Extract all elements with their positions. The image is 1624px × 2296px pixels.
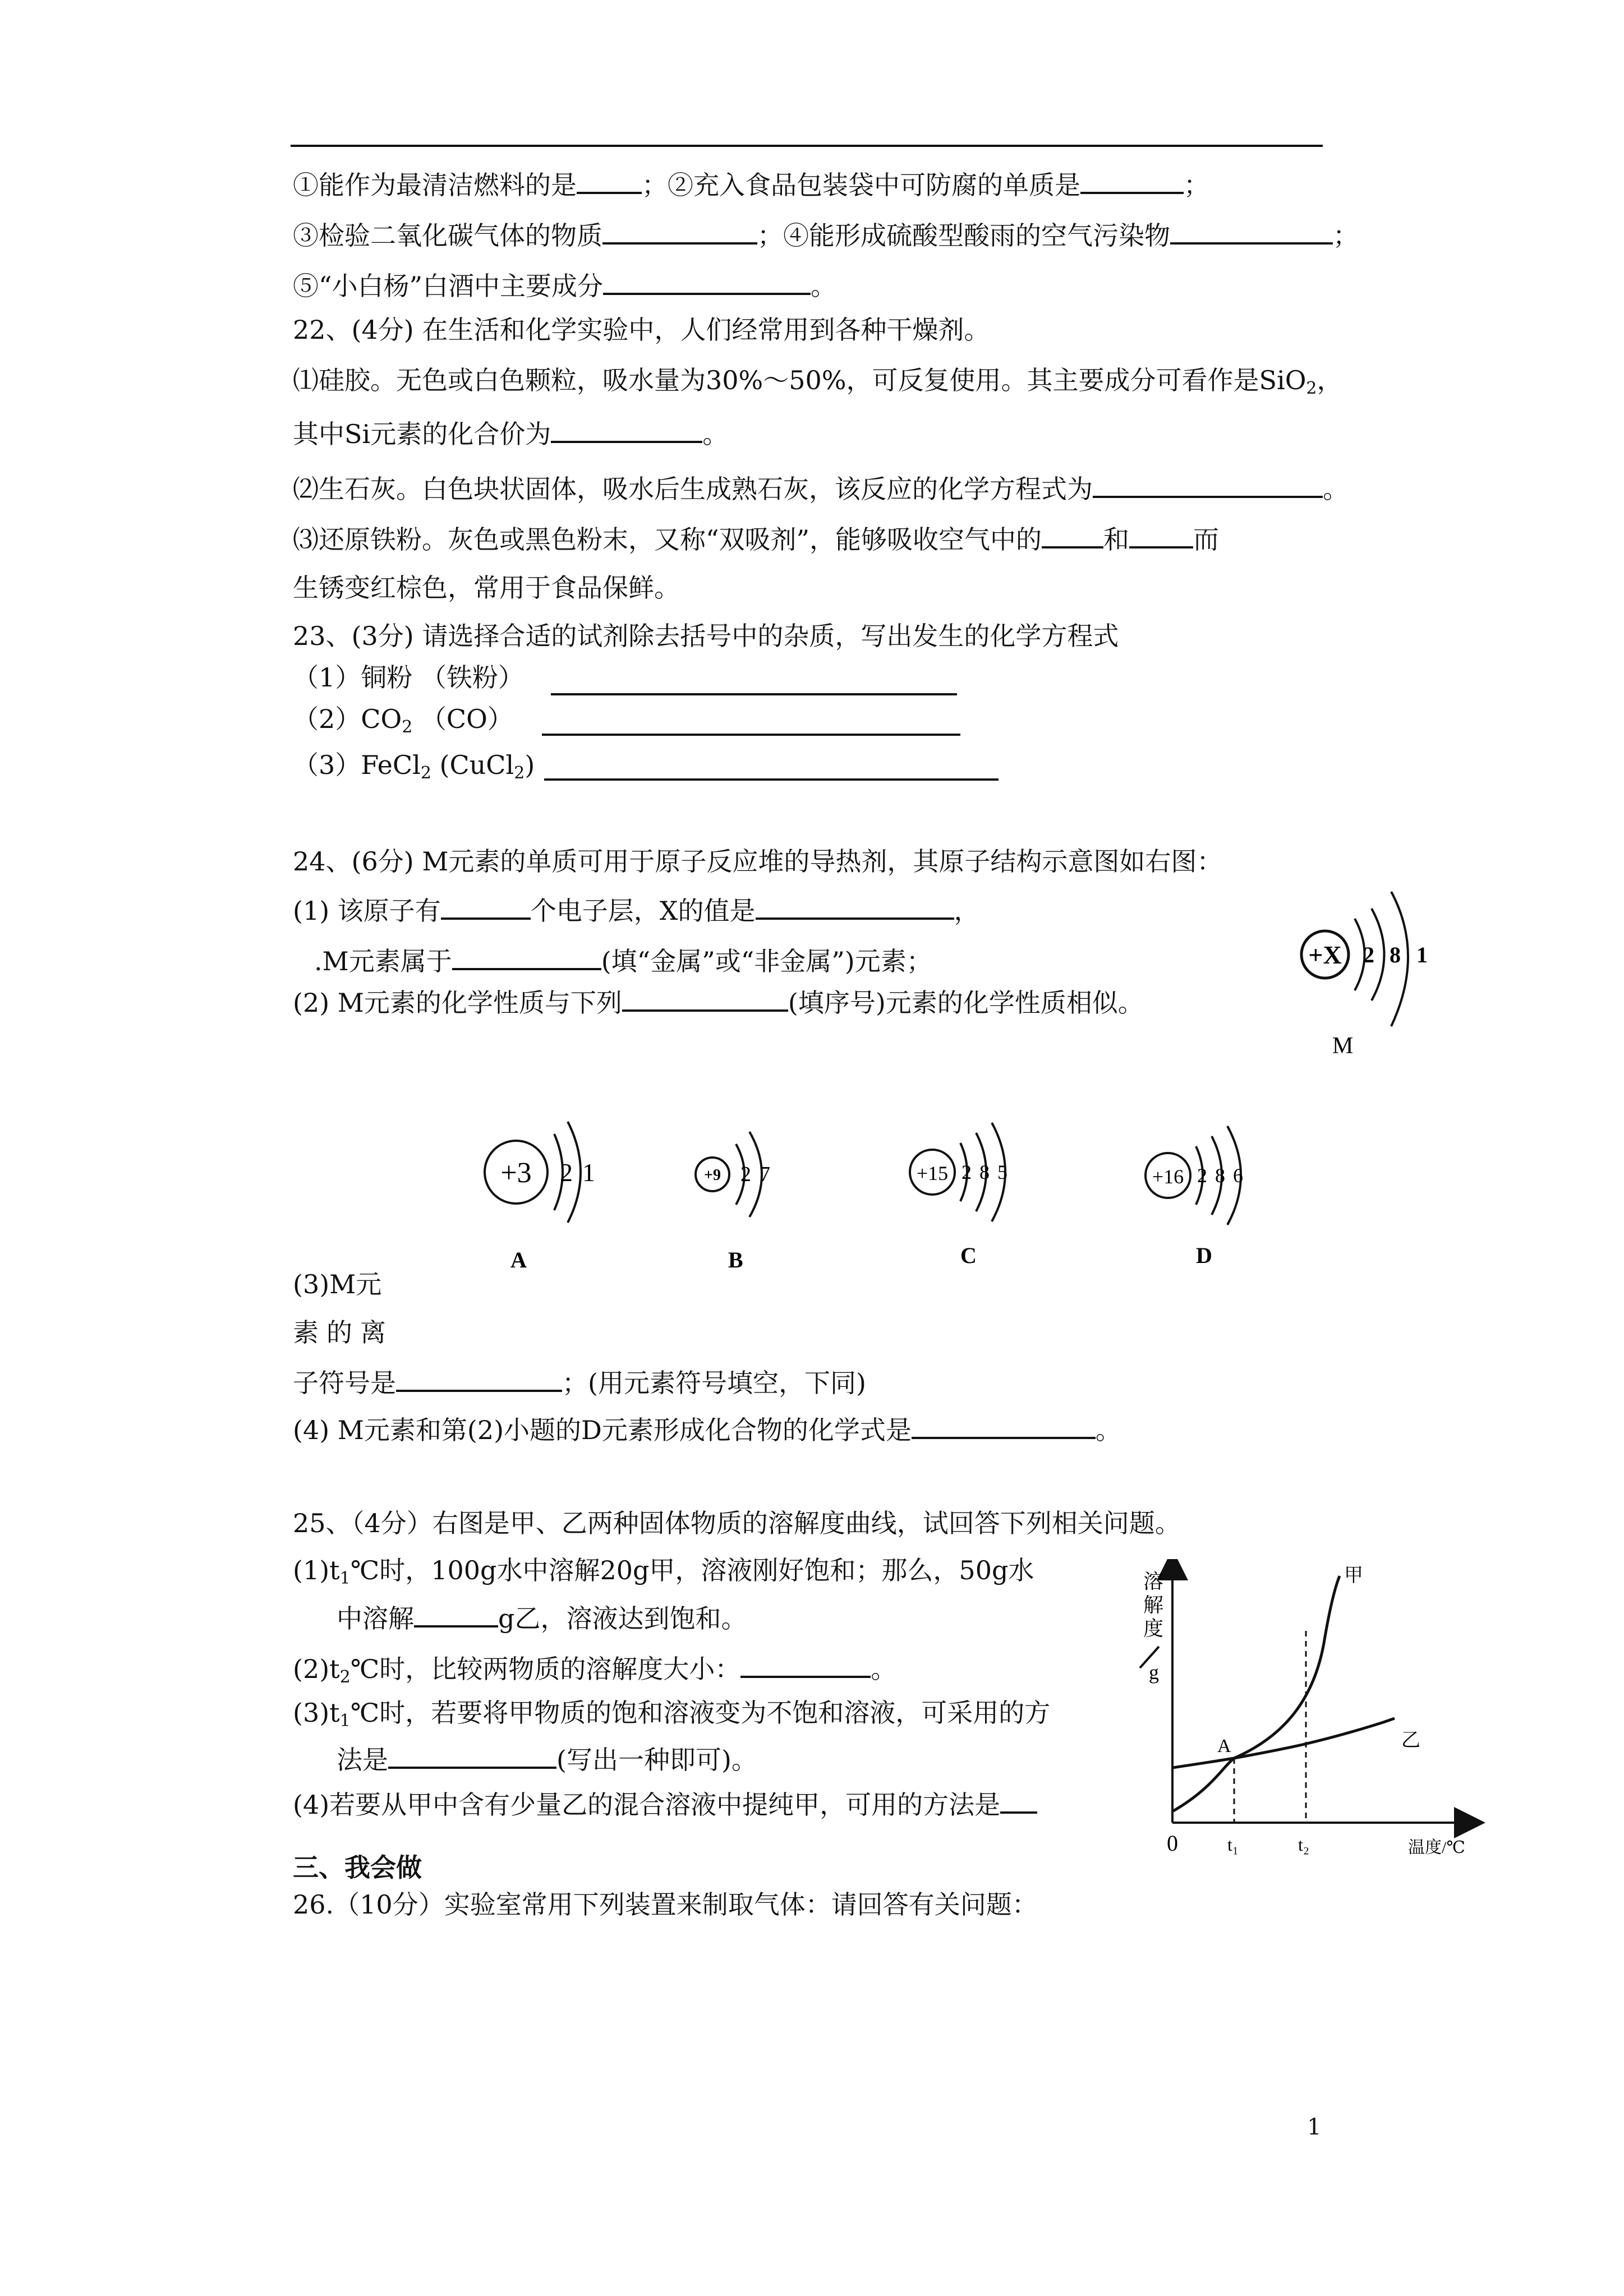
atom-label: C bbox=[960, 1243, 977, 1268]
shell-electrons: 2 bbox=[961, 1161, 972, 1183]
y-axis-label-char: 溶 bbox=[1143, 1570, 1164, 1593]
atom-label: A bbox=[510, 1247, 527, 1273]
q25-part1: $(1)t_1℃$时，100g水中溶解20g甲，溶液刚好饱和；那么，50g水 bbox=[293, 1555, 1034, 1588]
atom-label: B bbox=[728, 1247, 743, 1273]
curve-jia bbox=[1172, 1576, 1340, 1811]
answer-blank[interactable] bbox=[388, 1741, 556, 1769]
shell-electrons: 2 bbox=[1197, 1164, 1207, 1187]
q25-part3-cont: 法是 (写出一种即可)。 bbox=[337, 1741, 757, 1777]
shell-electrons: 8 bbox=[979, 1161, 990, 1183]
answer-blank[interactable] bbox=[912, 1411, 1096, 1439]
q26-title: 26.（10分）实验室常用下列装置来制取气体：请回答有关问题： bbox=[293, 1889, 1038, 1920]
shell-electrons: 2 bbox=[740, 1163, 751, 1186]
shell-electrons: 8 bbox=[1390, 942, 1401, 967]
answer-blank[interactable] bbox=[1080, 166, 1184, 194]
q21-line3: ⑤“小白杨”白酒中主要成分 。 bbox=[293, 267, 836, 303]
nucleus-charge: +X bbox=[1308, 940, 1342, 969]
answer-blank[interactable] bbox=[551, 415, 702, 443]
atom-structure-C bbox=[898, 1110, 1066, 1279]
nucleus-charge: +3 bbox=[500, 1157, 532, 1189]
y-axis-label-char: 解 bbox=[1143, 1594, 1164, 1616]
answer-blank[interactable] bbox=[1042, 520, 1103, 548]
q25-part4: (4)若要从甲中含有少量乙的混合溶液中提纯甲，可用的方法是 bbox=[293, 1786, 1037, 1822]
answer-blank[interactable] bbox=[1000, 1786, 1037, 1814]
q24-part1: (1) 该原子有 个电子层，X的值是 ， bbox=[293, 892, 980, 928]
q22-part2: ⑵生石灰。白色块状固体，吸水后生成熟石灰，该反应的化学方程式为 。 bbox=[293, 470, 1349, 506]
x-axis-label: 温度/℃ bbox=[1408, 1838, 1465, 1857]
solubility-curve-graph bbox=[1133, 1559, 1492, 1873]
q23-item2: $(2)CO_2$ （CO） bbox=[293, 704, 513, 737]
answer-blank[interactable] bbox=[602, 216, 757, 245]
t2-label: t₂ bbox=[1298, 1834, 1310, 1855]
answer-blank[interactable] bbox=[414, 1599, 498, 1628]
q22-part3: ⑶还原铁粉。灰色或黑色粉末，又称“双吸剂”，能够吸收空气中的 和 而 bbox=[293, 520, 1219, 556]
answer-blank[interactable] bbox=[740, 1650, 871, 1678]
shell-electrons: 1 bbox=[1416, 942, 1428, 967]
nucleus-charge: +15 bbox=[916, 1162, 949, 1184]
answer-blank[interactable] bbox=[544, 753, 999, 781]
atom-label: D bbox=[1196, 1243, 1212, 1268]
y-axis-unit: g bbox=[1149, 1661, 1159, 1684]
q22-title: 22、(4分) 在生活和化学实验中，人们经常用到各种干燥剂。 bbox=[293, 315, 990, 345]
q21-line1: ①能作为最清洁燃料的是 ；②充入食品包装袋中可防腐的单质是 ； bbox=[293, 166, 1209, 202]
q24-title: 24、(6分) M元素的单质可用于原子反应堆的导热剂，其原子结构示意图如右图： bbox=[293, 846, 1223, 877]
answer-blank[interactable] bbox=[756, 892, 954, 920]
shell-electrons: 5 bbox=[997, 1161, 1007, 1183]
intersection-point-label: A bbox=[1217, 1736, 1231, 1756]
shell-electrons: 8 bbox=[1215, 1164, 1225, 1187]
origin-label: 0 bbox=[1167, 1831, 1178, 1856]
shell-electrons: 6 bbox=[1233, 1164, 1243, 1187]
q23-title: 23、(3分) 请选择合适的试剂除去括号中的杂质，写出发生的化学方程式 bbox=[293, 621, 1119, 651]
answer-blank[interactable] bbox=[622, 984, 788, 1012]
q22-part1-cont: 其中Si元素的化合价为 。 bbox=[293, 415, 728, 451]
atom-structure-B bbox=[684, 1116, 825, 1279]
atom-structure-M bbox=[1285, 886, 1470, 1077]
shell-electrons: 1 bbox=[582, 1158, 595, 1187]
answer-blank[interactable] bbox=[542, 708, 960, 736]
nucleus-charge: +16 bbox=[1152, 1165, 1184, 1188]
atom-structure-A bbox=[471, 1105, 640, 1279]
section-heading: 三、我会做 bbox=[293, 1852, 422, 1883]
t1-label: t₁ bbox=[1227, 1834, 1239, 1855]
answer-blank[interactable] bbox=[1093, 470, 1323, 498]
q25-part3: $(3)t_1℃$时，若要将甲物质的饱和溶液变为不饱和溶液，可采用的方 bbox=[293, 1698, 1051, 1731]
atom-structure-D bbox=[1133, 1113, 1301, 1281]
answer-blank[interactable] bbox=[603, 267, 811, 295]
curve-label-yi: 乙 bbox=[1401, 1730, 1420, 1751]
curve-label-jia: 甲 bbox=[1344, 1565, 1363, 1586]
q25-part2: $(2)t_2℃$时，比较两物质的溶解度大小： 。 bbox=[293, 1650, 896, 1694]
answer-blank[interactable] bbox=[1170, 216, 1333, 245]
answer-blank[interactable] bbox=[577, 166, 642, 194]
q24-part3-cont: 素的离 bbox=[293, 1317, 394, 1348]
shell-electrons: 2 bbox=[560, 1158, 573, 1187]
answer-blank[interactable] bbox=[452, 942, 601, 970]
q23-item1: （1）铜粉 （铁粉） bbox=[293, 662, 524, 693]
shell-electrons: 2 bbox=[1363, 942, 1374, 967]
q24-part3: (3)M元 bbox=[293, 1269, 382, 1299]
shell-electrons: 7 bbox=[760, 1163, 770, 1186]
q24-part2: (2) M元素的化学性质与下列 (填序号)元素的化学性质相似。 bbox=[293, 984, 1144, 1020]
y-axis-label-char: 度 bbox=[1143, 1617, 1164, 1640]
answer-blank[interactable] bbox=[396, 1364, 562, 1392]
q22-part3-cont: 生锈变红棕色，常用于食品保鲜。 bbox=[293, 573, 680, 603]
q25-part1-cont: 中溶解 g乙，溶液达到饱和。 bbox=[337, 1599, 747, 1635]
q22-part1: ⑴硅胶。无色或白色颗粒，吸水量为30%～50%，可反复使用。其主要成分可看作是SiO$_2$， bbox=[293, 365, 1343, 398]
q24-part3-cont2: 子符号是 ；(用元素符号填空，下同) bbox=[293, 1364, 866, 1400]
page-number: 1 bbox=[1307, 2114, 1322, 2140]
answer-blank[interactable] bbox=[551, 667, 957, 695]
nucleus-charge: +9 bbox=[704, 1167, 721, 1184]
answer-blank[interactable] bbox=[441, 892, 531, 920]
q24-part1-cont: .M元素属于 (填“金属”或“非金属”)元素； bbox=[314, 942, 932, 978]
q24-part4: (4) M元素和第(2)小题的D元素形成化合物的化学式是 。 bbox=[293, 1411, 1121, 1447]
q21-line2: ③检验二氧化碳气体的物质 ；④能形成硫酸型酸雨的空气污染物 ； bbox=[293, 216, 1359, 252]
atom-label: M bbox=[1332, 1033, 1354, 1059]
q23-item3: （3）FeCl$_2$ (CuCl$_2$) bbox=[293, 750, 535, 783]
answer-blank[interactable] bbox=[1129, 520, 1193, 548]
q25-title: 25、（4分）右图是甲、乙两种固体物质的溶解度曲线，试回答下列相关问题。 bbox=[293, 1508, 1181, 1538]
top-rule bbox=[291, 145, 1323, 147]
